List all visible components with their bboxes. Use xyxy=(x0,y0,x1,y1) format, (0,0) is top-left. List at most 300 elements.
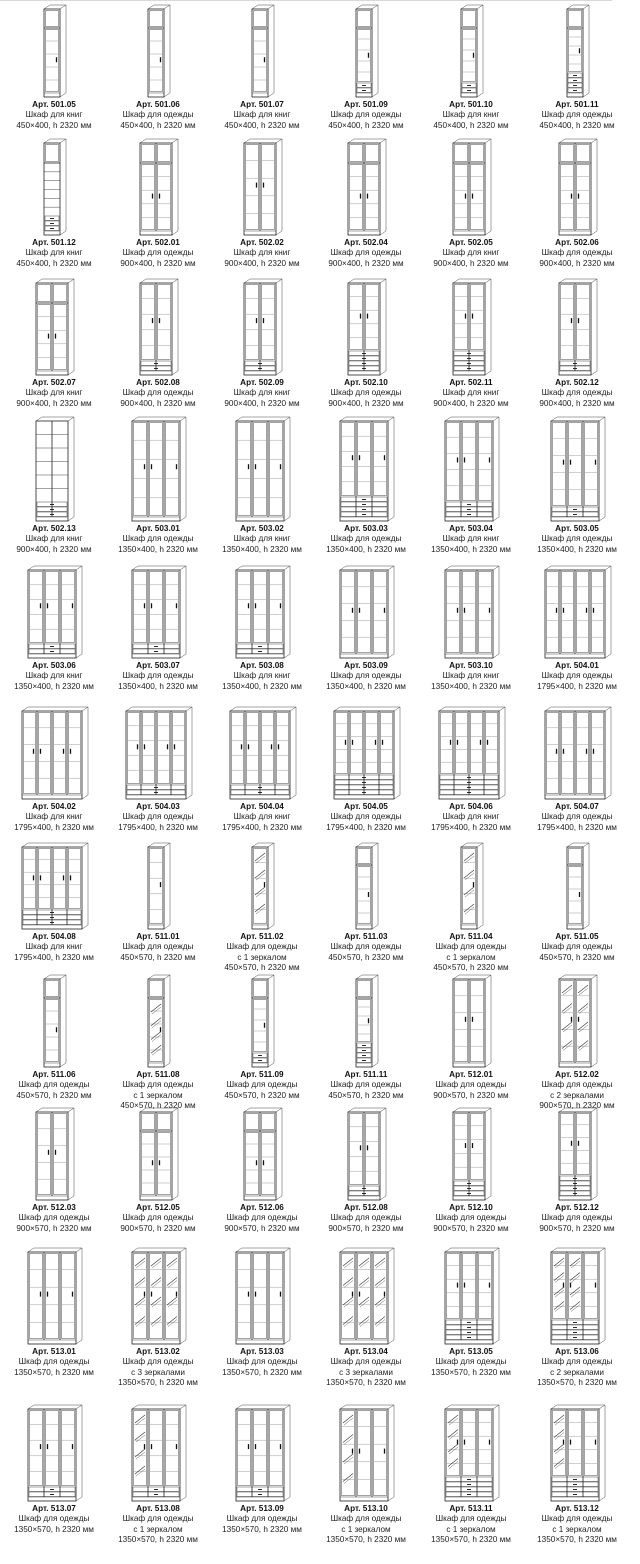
article-number: Арт. 503.05 xyxy=(555,524,599,533)
item-caption xyxy=(2,1070,106,1101)
wardrobe-icon xyxy=(40,138,68,238)
item-dimensions: 900×400, h 2320 мм xyxy=(120,258,196,268)
item-dimensions: 1350×400, h 2320 мм xyxy=(118,544,198,554)
item-caption xyxy=(525,1203,629,1234)
item-caption xyxy=(419,802,523,833)
item-caption xyxy=(314,1070,418,1101)
item-description: Шкаф для одежды xyxy=(122,812,194,822)
item-dimensions: 900×400, h 2320 мм xyxy=(539,258,615,268)
item-dimensions: 900×400, h 2320 мм xyxy=(328,398,404,408)
item-description: Шкаф для книг xyxy=(233,671,291,681)
catalog-item xyxy=(2,974,106,1101)
item-description: Шкаф для одежды xyxy=(330,534,402,544)
item-description: Шкаф для книг xyxy=(442,671,500,681)
catalog-item xyxy=(2,416,106,555)
item-caption xyxy=(419,1347,523,1378)
item-caption xyxy=(314,100,418,131)
catalog-item xyxy=(106,1404,210,1546)
item-dimensions: 450×570, h 2320 мм xyxy=(16,1090,92,1100)
item-dimensions: 1350×570, h 2320 мм xyxy=(326,1535,406,1545)
article-number: Арт. 504.04 xyxy=(240,802,284,811)
catalog-item xyxy=(2,706,106,833)
item-caption xyxy=(314,524,418,555)
item-description: с 2 зеркалами xyxy=(550,1367,604,1377)
item-description: с 1 зеркалом xyxy=(237,952,287,962)
item-description: Шкаф для одежды xyxy=(122,1514,194,1524)
wardrobe-icon xyxy=(352,4,380,100)
item-caption xyxy=(106,1504,210,1546)
item-description: Шкаф для одежды xyxy=(226,942,298,952)
article-number: Арт. 513.06 xyxy=(555,1347,599,1356)
item-caption xyxy=(210,932,314,974)
item-dimensions: 450×400, h 2320 мм xyxy=(120,120,196,130)
wardrobe-icon xyxy=(136,278,180,378)
item-caption xyxy=(419,1203,523,1234)
item-dimensions: 1795×400, h 2320 мм xyxy=(14,822,94,832)
item-description: Шкаф для книг xyxy=(25,248,83,258)
item-dimensions: 1795×400, h 2320 мм xyxy=(326,822,406,832)
article-number: Арт. 503.08 xyxy=(240,661,284,670)
item-dimensions: 1795×400, h 2320 мм xyxy=(118,822,198,832)
item-dimensions: 900×570, h 2320 мм xyxy=(224,1223,300,1233)
item-description: Шкаф для одежды xyxy=(435,942,507,952)
article-number: Арт. 502.09 xyxy=(240,378,284,387)
catalog-item xyxy=(210,974,314,1101)
catalog-item xyxy=(314,842,418,963)
wardrobe-icon xyxy=(547,416,607,524)
item-caption xyxy=(2,378,106,409)
item-dimensions: 1350×570, h 2320 мм xyxy=(14,1524,94,1534)
wardrobe-icon xyxy=(555,974,599,1070)
item-description: Шкаф для книг xyxy=(25,110,83,120)
item-description: Шкаф для одежды xyxy=(330,671,402,681)
item-caption xyxy=(314,1347,418,1389)
item-description: с 3 зеркалами xyxy=(339,1367,393,1377)
wardrobe-icon xyxy=(136,138,180,238)
catalog-item xyxy=(419,565,523,692)
article-number: Арт. 503.04 xyxy=(449,524,493,533)
article-number: Арт. 511.06 xyxy=(32,1070,76,1079)
item-description: Шкаф для книг xyxy=(442,534,500,544)
article-number: Арт. 512.10 xyxy=(449,1203,493,1212)
catalog-item xyxy=(419,706,523,833)
item-description: Шкаф для одежды xyxy=(122,1357,194,1367)
item-dimensions: 1350×400, h 2320 мм xyxy=(14,681,94,691)
item-description: Шкаф для книг xyxy=(25,671,83,681)
item-description: Шкаф для одежды xyxy=(122,942,194,952)
catalog-item xyxy=(525,565,629,692)
item-dimensions: 1350×570, h 2320 мм xyxy=(222,1367,302,1377)
item-caption xyxy=(106,1070,210,1112)
wardrobe-icon xyxy=(541,706,613,802)
item-dimensions: 450×570, h 2320 мм xyxy=(539,952,615,962)
article-number: Арт. 511.04 xyxy=(449,932,493,941)
article-number: Арт. 501.11 xyxy=(555,100,599,109)
item-description: Шкаф для книг xyxy=(442,248,500,258)
article-number: Арт. 513.09 xyxy=(240,1504,284,1513)
item-caption xyxy=(2,1347,106,1378)
item-dimensions: 900×400, h 2320 мм xyxy=(16,398,92,408)
item-description: Шкаф для одежды xyxy=(18,1514,90,1524)
catalog-item xyxy=(210,138,314,269)
item-description: с 1 зеркалом xyxy=(552,1524,602,1534)
item-description: Шкаф для одежды xyxy=(330,110,402,120)
article-number: Арт. 512.06 xyxy=(240,1203,284,1212)
item-description: Шкаф для одежды xyxy=(122,534,194,544)
item-caption xyxy=(210,100,314,131)
item-dimensions: 1350×570, h 2320 мм xyxy=(222,1524,302,1534)
catalog-item xyxy=(525,138,629,269)
wardrobe-icon xyxy=(232,1247,292,1347)
article-number: Арт. 501.06 xyxy=(136,100,180,109)
wardrobe-icon xyxy=(449,1107,493,1203)
catalog-item xyxy=(525,4,629,131)
item-caption xyxy=(2,802,106,833)
item-caption xyxy=(314,802,418,833)
catalog-item xyxy=(2,278,106,409)
item-description: Шкаф для одежды xyxy=(330,1514,402,1524)
item-caption xyxy=(210,802,314,833)
catalog-item xyxy=(210,1107,314,1234)
item-description: Шкаф для одежды xyxy=(541,388,613,398)
item-description: Шкаф для одежды xyxy=(541,1514,613,1524)
article-number: Арт. 501.05 xyxy=(32,100,76,109)
item-dimensions: 1795×400, h 2320 мм xyxy=(537,822,617,832)
item-caption xyxy=(2,661,106,692)
wardrobe-icon xyxy=(344,278,388,378)
catalog-item xyxy=(525,1107,629,1234)
catalog-item xyxy=(419,1404,523,1546)
item-caption xyxy=(314,932,418,963)
wardrobe-icon xyxy=(441,416,501,524)
item-description: Шкаф для одежды xyxy=(541,110,613,120)
item-dimensions: 450×570, h 2320 мм xyxy=(328,1090,404,1100)
article-number: Арт. 502.08 xyxy=(136,378,180,387)
wardrobe-icon xyxy=(232,565,292,661)
item-caption xyxy=(2,524,106,555)
item-description: Шкаф для книг xyxy=(25,388,83,398)
item-dimensions: 450×400, h 2320 мм xyxy=(16,258,92,268)
wardrobe-icon xyxy=(32,1107,76,1203)
item-dimensions: 1795×400, h 2320 мм xyxy=(537,681,617,691)
item-caption xyxy=(106,1203,210,1234)
article-number: Арт. 502.12 xyxy=(555,378,599,387)
catalog-item xyxy=(314,706,418,833)
item-caption xyxy=(525,932,629,963)
item-caption xyxy=(419,378,523,409)
item-caption xyxy=(525,1070,629,1112)
wardrobe-icon xyxy=(248,842,276,932)
catalog-item xyxy=(210,1247,314,1378)
wardrobe-icon xyxy=(18,842,90,932)
article-number: Арт. 513.12 xyxy=(555,1504,599,1513)
item-dimensions: 900×570, h 2320 мм xyxy=(539,1223,615,1233)
wardrobe-icon xyxy=(40,974,68,1070)
item-description: Шкаф для одежды xyxy=(330,388,402,398)
item-caption xyxy=(525,378,629,409)
wardrobe-icon xyxy=(136,1107,180,1203)
article-number: Арт. 511.05 xyxy=(555,932,599,941)
item-description: Шкаф для одежды xyxy=(330,248,402,258)
catalog-item xyxy=(419,416,523,555)
item-description: с 3 зеркалами xyxy=(131,1367,185,1377)
item-caption xyxy=(314,238,418,269)
item-dimensions: 1795×400, h 2320 мм xyxy=(222,822,302,832)
item-description: Шкаф для одежды xyxy=(122,1213,194,1223)
item-dimensions: 450×570, h 2320 мм xyxy=(120,1101,196,1111)
item-description: Шкаф для одежды xyxy=(226,1357,298,1367)
item-dimensions: 1350×400, h 2320 мм xyxy=(431,544,511,554)
catalog-item xyxy=(419,1247,523,1378)
item-description: Шкаф для одежды xyxy=(122,388,194,398)
item-dimensions: 900×400, h 2320 мм xyxy=(433,398,509,408)
article-number: Арт. 512.03 xyxy=(32,1203,76,1212)
wardrobe-icon xyxy=(563,4,591,100)
catalog-item xyxy=(419,842,523,974)
item-description: Шкаф для одежды xyxy=(435,1357,507,1367)
wardrobe-icon xyxy=(435,706,507,802)
item-description: Шкаф для одежды xyxy=(226,1514,298,1524)
article-number: Арт. 502.13 xyxy=(32,524,76,533)
item-caption xyxy=(2,1504,106,1535)
catalog-item xyxy=(106,1247,210,1389)
item-caption xyxy=(2,1203,106,1234)
wardrobe-icon xyxy=(128,1404,188,1504)
item-caption xyxy=(419,932,523,974)
item-description: Шкаф для книг xyxy=(25,812,83,822)
item-caption xyxy=(419,661,523,692)
article-number: Арт. 504.07 xyxy=(555,802,599,811)
wardrobe-icon xyxy=(336,1404,396,1504)
article-number: Арт. 513.10 xyxy=(344,1504,388,1513)
article-number: Арт. 512.02 xyxy=(555,1070,599,1079)
wardrobe-icon xyxy=(40,4,68,100)
wardrobe-icon xyxy=(449,278,493,378)
item-caption xyxy=(106,100,210,131)
item-caption xyxy=(2,932,106,963)
wardrobe-icon xyxy=(344,138,388,238)
catalog-item xyxy=(2,1107,106,1234)
wardrobe-icon xyxy=(248,4,276,100)
article-number: Арт. 503.10 xyxy=(449,661,493,670)
item-caption xyxy=(106,661,210,692)
item-caption xyxy=(210,1504,314,1535)
item-caption xyxy=(525,661,629,692)
item-caption xyxy=(210,524,314,555)
item-description: Шкаф для книг xyxy=(25,942,83,952)
item-caption xyxy=(525,238,629,269)
item-dimensions: 900×570, h 2320 мм xyxy=(433,1223,509,1233)
item-dimensions: 1795×400, h 2320 мм xyxy=(431,822,511,832)
item-dimensions: 1350×400, h 2320 мм xyxy=(326,681,406,691)
item-caption xyxy=(210,1347,314,1378)
catalog-item xyxy=(525,1247,629,1389)
item-caption xyxy=(2,238,106,269)
item-dimensions: 450×400, h 2320 мм xyxy=(224,120,300,130)
item-caption xyxy=(106,1347,210,1389)
catalog-item xyxy=(314,278,418,409)
catalog-item xyxy=(525,278,629,409)
item-dimensions: 1350×570, h 2320 мм xyxy=(118,1378,198,1388)
wardrobe-icon xyxy=(226,706,298,802)
catalog-item xyxy=(525,706,629,833)
item-dimensions: 900×400, h 2320 мм xyxy=(224,398,300,408)
item-caption xyxy=(106,802,210,833)
wardrobe-icon xyxy=(32,278,76,378)
catalog-item xyxy=(106,842,210,963)
item-dimensions: 900×400, h 2320 мм xyxy=(433,258,509,268)
item-caption xyxy=(525,1347,629,1389)
item-description: Шкаф для одежды xyxy=(330,1357,402,1367)
article-number: Арт. 512.12 xyxy=(555,1203,599,1212)
article-number: Арт. 502.05 xyxy=(449,238,493,247)
item-caption xyxy=(525,802,629,833)
wardrobe-icon xyxy=(555,138,599,238)
wardrobe-icon xyxy=(555,1107,599,1203)
article-number: Арт. 512.08 xyxy=(344,1203,388,1212)
item-caption xyxy=(314,661,418,692)
catalog-item xyxy=(314,138,418,269)
item-description: Шкаф для книг xyxy=(233,110,291,120)
wardrobe-icon xyxy=(449,974,493,1070)
wardrobe-icon xyxy=(547,1247,607,1347)
item-description: Шкаф для одежды xyxy=(541,812,613,822)
item-caption xyxy=(525,524,629,555)
article-number: Арт. 502.02 xyxy=(240,238,284,247)
wardrobe-icon xyxy=(18,706,90,802)
article-number: Арт. 511.01 xyxy=(136,932,180,941)
wardrobe-icon xyxy=(563,842,591,932)
wardrobe-icon xyxy=(352,974,380,1070)
item-caption xyxy=(210,1203,314,1234)
wardrobe-icon xyxy=(128,565,188,661)
catalog-item xyxy=(106,416,210,555)
item-description: с 1 зеркалом xyxy=(341,1524,391,1534)
article-number: Арт. 502.07 xyxy=(32,378,76,387)
article-number: Арт. 511.02 xyxy=(240,932,284,941)
article-number: Арт. 504.08 xyxy=(32,932,76,941)
article-number: Арт. 503.01 xyxy=(136,524,180,533)
item-dimensions: 1350×570, h 2320 мм xyxy=(537,1378,617,1388)
item-dimensions: 1350×570, h 2320 мм xyxy=(118,1535,198,1545)
item-description: Шкаф для книг xyxy=(442,388,500,398)
item-dimensions: 900×570, h 2320 мм xyxy=(539,1101,615,1111)
item-dimensions: 1350×570, h 2320 мм xyxy=(431,1367,511,1377)
item-caption xyxy=(106,524,210,555)
item-description: Шкаф для одежды xyxy=(122,671,194,681)
wardrobe-icon xyxy=(232,416,292,524)
wardrobe-icon xyxy=(457,842,485,932)
item-dimensions: 450×570, h 2320 мм xyxy=(224,1090,300,1100)
article-number: Арт. 513.05 xyxy=(449,1347,493,1356)
catalog-item xyxy=(106,974,210,1112)
article-number: Арт. 513.02 xyxy=(136,1347,180,1356)
article-number: Арт. 513.01 xyxy=(32,1347,76,1356)
wardrobe-icon xyxy=(32,416,76,524)
catalog-item xyxy=(419,278,523,409)
wardrobe-icon xyxy=(441,565,501,661)
item-dimensions: 900×570, h 2320 мм xyxy=(328,1223,404,1233)
catalog-item xyxy=(106,565,210,692)
item-caption xyxy=(419,1504,523,1546)
wardrobe-icon xyxy=(24,565,84,661)
catalog-item xyxy=(314,4,418,131)
item-dimensions: 1350×570, h 2320 мм xyxy=(326,1378,406,1388)
catalog-item xyxy=(2,565,106,692)
catalog-item xyxy=(314,416,418,555)
item-description: Шкаф для книг xyxy=(442,812,500,822)
catalog-item xyxy=(210,565,314,692)
article-number: Арт. 513.07 xyxy=(32,1504,76,1513)
item-dimensions: 900×400, h 2320 мм xyxy=(120,398,196,408)
item-description: Шкаф для книг xyxy=(233,248,291,258)
item-caption xyxy=(106,932,210,963)
article-number: Арт. 513.03 xyxy=(240,1347,284,1356)
catalog-item xyxy=(314,1247,418,1389)
catalog-item xyxy=(2,1404,106,1535)
catalog-item xyxy=(210,1404,314,1535)
wardrobe-icon xyxy=(441,1247,501,1347)
item-description: Шкаф для одежды xyxy=(435,1213,507,1223)
article-number: Арт. 511.11 xyxy=(344,1070,388,1079)
catalog-item xyxy=(2,842,106,963)
item-dimensions: 900×400, h 2320 мм xyxy=(16,544,92,554)
item-dimensions: 1350×400, h 2320 мм xyxy=(222,681,302,691)
article-number: Арт. 501.09 xyxy=(344,100,388,109)
catalog-item xyxy=(419,974,523,1101)
item-description: Шкаф для одежды xyxy=(330,1213,402,1223)
wardrobe-icon xyxy=(547,1404,607,1504)
catalog-item xyxy=(314,565,418,692)
item-dimensions: 450×400, h 2320 мм xyxy=(328,120,404,130)
catalog-item xyxy=(419,1107,523,1234)
catalog-item xyxy=(106,278,210,409)
wardrobe-icon xyxy=(240,1107,284,1203)
wardrobe-icon xyxy=(555,278,599,378)
wardrobe-icon xyxy=(344,1107,388,1203)
article-number: Арт. 502.04 xyxy=(344,238,388,247)
catalog-item xyxy=(2,138,106,269)
catalog-item xyxy=(210,706,314,833)
item-dimensions: 900×570, h 2320 мм xyxy=(120,1223,196,1233)
item-description: Шкаф для одежды xyxy=(18,1213,90,1223)
item-dimensions: 1350×400, h 2320 мм xyxy=(537,544,617,554)
item-dimensions: 450×400, h 2320 мм xyxy=(16,120,92,130)
wardrobe-icon xyxy=(336,1247,396,1347)
catalog-item xyxy=(106,1107,210,1234)
article-number: Арт. 503.07 xyxy=(136,661,180,670)
item-dimensions: 1350×570, h 2320 мм xyxy=(431,1535,511,1545)
article-number: Арт. 503.03 xyxy=(344,524,388,533)
item-caption xyxy=(106,238,210,269)
item-description: Шкаф для одежды xyxy=(541,1357,613,1367)
article-number: Арт. 511.08 xyxy=(136,1070,180,1079)
item-description: Шкаф для одежды xyxy=(541,942,613,952)
item-dimensions: 450×570, h 2320 мм xyxy=(433,963,509,973)
item-caption xyxy=(419,1070,523,1101)
item-dimensions: 450×400, h 2320 мм xyxy=(433,120,509,130)
item-description: Шкаф для одежды xyxy=(18,1357,90,1367)
catalog-item xyxy=(210,416,314,555)
item-caption xyxy=(419,100,523,131)
top-rule xyxy=(0,0,612,1)
article-number: Арт. 513.11 xyxy=(449,1504,493,1513)
item-description: Шкаф для одежды xyxy=(541,1213,613,1223)
item-dimensions: 900×400, h 2320 мм xyxy=(224,258,300,268)
item-dimensions: 1795×400, h 2320 мм xyxy=(14,952,94,962)
wardrobe-icon xyxy=(240,278,284,378)
item-description: Шкаф для книг xyxy=(233,812,291,822)
